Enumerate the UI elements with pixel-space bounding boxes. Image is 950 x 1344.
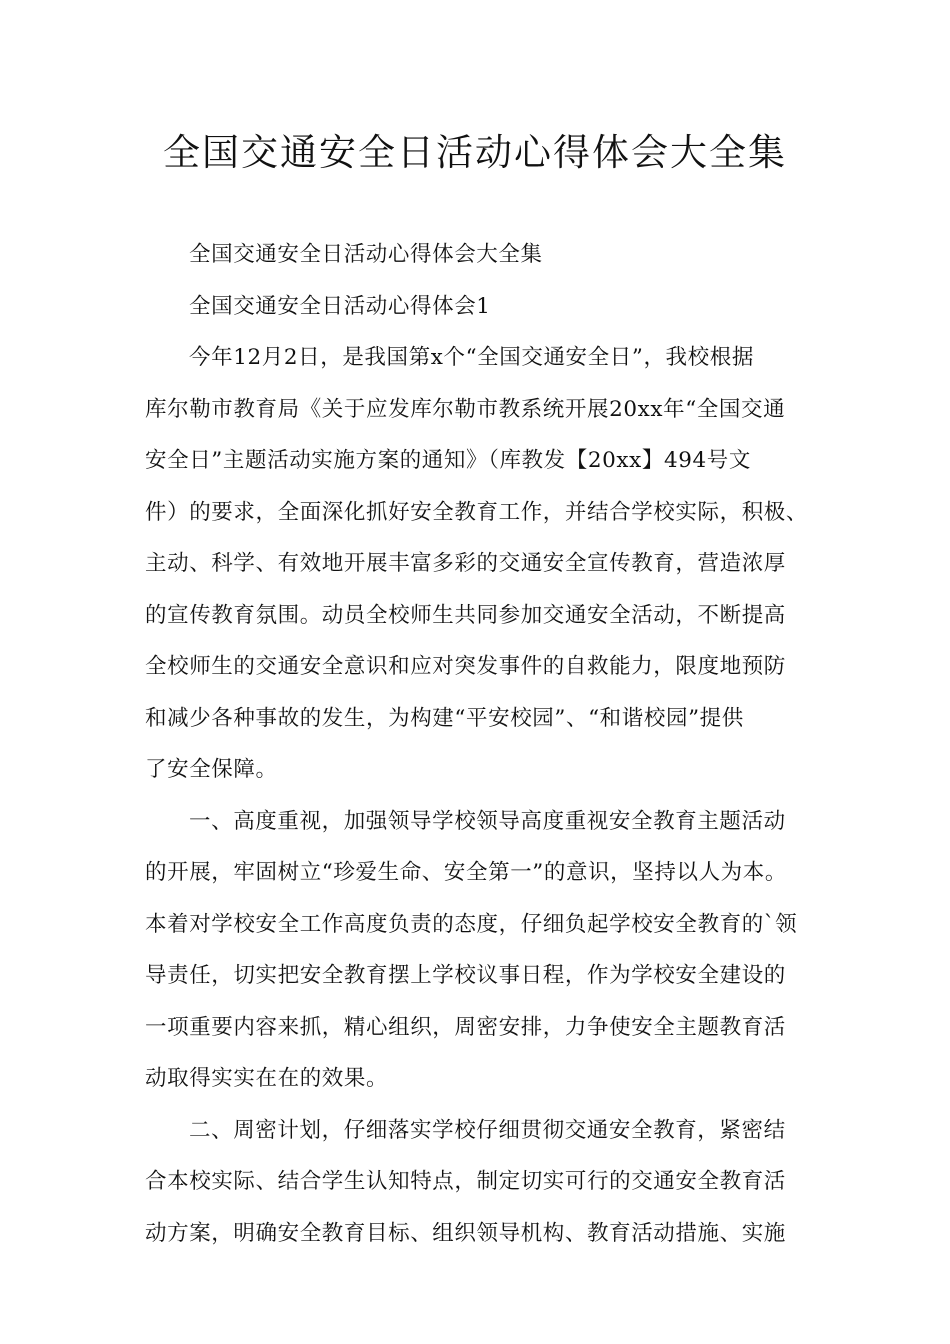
- document-title: 全国交通安全日活动心得体会大全集: [163, 131, 787, 174]
- paragraph-line: 今年12月2日，是我国第x个“全国交通安全日”，我校根据: [189, 345, 754, 370]
- paragraph-line: 合本校实际、结合学生认知特点，制定切实可行的交通安全教育活: [145, 1169, 786, 1194]
- paragraph-line: 动方案，明确安全教育目标、组织领导机构、教育活动措施、实施: [145, 1220, 786, 1246]
- paragraph-line: 安全日”主题活动实施方案的通知》（库教发【20xx】494号文: [145, 448, 751, 473]
- paragraph-line: 和减少各种事故的发生，为构建“平安校园”、“和谐校园”提供: [145, 705, 744, 731]
- paragraph-3: [145, 1105, 815, 1260]
- paragraph-line: 件）的要求，全面深化抓好安全教育工作，并结合学校实际，积极、: [145, 499, 809, 525]
- paragraph-2: [145, 796, 815, 1105]
- paragraph-line: 一项重要内容来抓，精心组织，周密安排，力争使安全主题教育活: [145, 1014, 786, 1040]
- paragraph-line: 全校师生的交通安全意识和应对突发事件的自救能力，限度地预防: [145, 654, 786, 679]
- paragraph-line: 二、周密计划，仔细落实学校仔细贯彻交通安全教育，紧密结: [189, 1117, 786, 1143]
- document-body: [145, 229, 815, 1259]
- paragraph-line: 的开展，牢固树立“珍爱生命、安全第一”的意识，坚持以人为本。: [145, 860, 787, 885]
- paragraph-line: 主动、科学、有效地开展丰富多彩的交通安全宣传教育，营造浓厚: [145, 551, 786, 576]
- section-heading: 全国交通安全日活动心得体会1: [189, 293, 491, 319]
- document-subtitle: 全国交通安全日活动心得体会大全集: [189, 242, 543, 267]
- paragraph-1: [145, 332, 815, 796]
- paragraph-line: 动取得实实在在的效果。: [145, 1066, 389, 1091]
- paragraph-line: 导责任，切实把安全教育摆上学校议事日程，作为学校安全建设的: [145, 963, 786, 988]
- paragraph-line: 库尔勒市教育局《关于应发库尔勒市教系统开展20xx年“全国交通: [145, 396, 786, 422]
- paragraph-line: 了安全保障。: [145, 757, 278, 782]
- paragraph-line: 一、高度重视，加强领导学校领导高度重视安全教育主题活动: [189, 808, 786, 834]
- paragraph-line: 本着对学校安全工作高度负责的态度，仔细负起学校安全教育的`领: [145, 911, 798, 937]
- paragraph-line: 的宣传教育氛围。动员全校师生共同参加交通安全活动，不断提高: [145, 602, 786, 628]
